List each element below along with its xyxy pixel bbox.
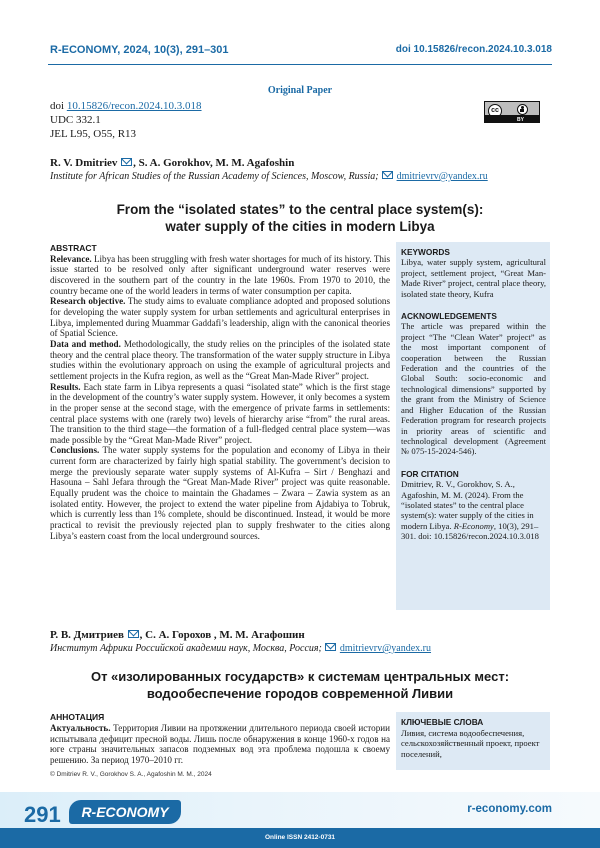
copyright-notice: © Dmitriev R. V., Gorokhov S. A., Agafoshin M. M., 2024: [50, 771, 212, 778]
keywords-heading: KEYWORDS: [401, 247, 546, 257]
relevance-label: Relevance.: [50, 254, 92, 264]
relevance-ru-label: Актуальность.: [50, 723, 111, 733]
conclusions-text: The water supply systems for the population and economy of Libya in their current form are characterized by fairly high spatial stability. The government’s decision to merge the previously separate water supply systems of Al-Kufra – Sirt / Benghazi and Hasouna – Sahl Jefara through the “Great Man-Made River” project was quite reasonable. Equally prudent was the choice to maintain the Ghadames – Zwara – Zawia system as an isolated entity. However, the project to extend the water pipeline from Ajdabiya to Tobruk, which is currently less than 1% complete, should be discontinued. Instead, it would be more practical to revisit the previously rejected plan to supply freshwater to the cities along Libya’s eastern coast from the local underground sources.: [50, 445, 390, 540]
abstract-conclusions: [50, 445, 390, 541]
abstract-ru-heading: АННОТАЦИЯ: [50, 712, 390, 723]
citation-text: [401, 479, 546, 541]
issn-bar: Online ISSN 2412-0731: [0, 828, 600, 848]
paper-type: Original Paper: [0, 85, 600, 96]
header-divider: [48, 64, 552, 65]
co-authors: , S. A. Gorokhov, M. M. Agafoshin: [133, 157, 294, 169]
envelope-icon: [121, 158, 132, 166]
sidebar-box: [396, 242, 550, 610]
abstract-objective: [50, 296, 390, 339]
results-text: Each state farm in Libya represents a quasi “isolated state” which is the first stage in the development of the country’s water supply system. However, it only becomes a system in the proper sense at the second stage, with the emergence of private farms in settlements: central place systems with one (rarely two) levels of hierarchy arise “from” the rural areas. The transition to the third stage—the formation of a full-fledged central place system—was made possible by the “Great Man-Made River” project.: [50, 382, 390, 445]
jel-codes: JEL L95, O55, R13: [50, 127, 202, 141]
keywords-ru-text: Ливия, система водообеспечения, сельскохозяйственный проект, проект поселений,: [401, 728, 546, 760]
affiliation-ru: [50, 643, 431, 654]
institution-text-ru: Институт Африки Российской академии наук, Москва, Россия;: [50, 643, 324, 654]
udc: UDC 332.1: [50, 113, 202, 127]
cc-badge-bottom: [485, 115, 539, 122]
acknowledgements-text: The article was prepared within the project “The “Clean Water” project” as the most important component of cooperation between the Russian Federation and the countries of the Global South: socio-economic and technological dimensions” supported by the grant from the Ministry of Science and Higher Education of the Russian Federation program for research projects in priority areas of scientific and technological development (Agreement № 075-15-2024-546).: [401, 321, 546, 456]
objective-label: Research objective.: [50, 296, 125, 306]
sidebar-gap: [401, 299, 546, 307]
institution-text: Institute for African Studies of the Russian Academy of Sciences, Moscow, Russia;: [50, 171, 381, 182]
keywords-text: Libya, water supply system, agricultural project, settlement project, “Great Man-Made River” project, central place theory, isolated state theory, Kufra: [401, 257, 546, 299]
journal-logo[interactable]: R-ECONOMY: [69, 800, 181, 824]
co-authors-ru: , С. А. Горохов , М. М. Агафошин: [140, 629, 305, 641]
envelope-icon: [325, 643, 336, 651]
page-footer: [0, 784, 600, 848]
affiliation: [50, 171, 488, 182]
sidebar-gap: [401, 457, 546, 465]
authors-line-ru: [50, 629, 305, 641]
method-text: Methodologically, the study relies on the principles of the isolated state theory and the central place theory. The transformation of the water supply structure in Libya studies within the evolutionary approach on using the example of agricultural projects and settlement projects in the Kufra region, as well as the “Great Man-Made River” project.: [50, 339, 390, 381]
relevance-text: Libya has been struggling with fresh water shortages for much of its history. This issue started to be resolved only after significant underground water reserves were discovered in the southern part of the country in the late 1960s. From 1970 to 2010, the country became one of the world leaders in terms of water consumption per capita.: [50, 254, 390, 296]
doi-line: [50, 99, 202, 113]
journal-citation: R-ECONOMY, 2024, 10(3), 291–301: [50, 44, 229, 56]
journal-site-link[interactable]: r-economy.com: [467, 803, 552, 815]
objective-text: The study aims to evaluate compliance adopted and proposed solutions for developing the water supply system for urban settlements and agricultural enterprises in Libya, implemented during Muammar Gaddafi’s leadership, align with the canonical theories of Spatial Science.: [50, 296, 390, 338]
abstract-ru: [50, 712, 390, 766]
relevance-ru-text: Территория Ливии на протяжении длительного периода своей истории испытывала дефицит пресной воды. Лишь после обнаружения в конце 1960-х годов на юге страны значительных запасов подземных вод эта проблема подошла к своему решению. За период 1970–2010 гг.: [50, 723, 390, 765]
title-line-1: From the “isolated states” to the central place system(s):: [50, 201, 550, 218]
running-header: [30, 44, 570, 60]
author-email-link[interactable]: dmitrievrv@yandex.ru: [397, 171, 488, 182]
first-author-ru: Р. В. Дмитриев: [50, 629, 124, 641]
citation-plain: Dmitriev, R. V., Gorokhov, S. A., Agafoshin, M. M. (2024). From the “isolated states” to the central place system(s): water supply of the cities in modern Libya.: [401, 479, 534, 531]
doi-prefix: doi: [50, 100, 67, 112]
title-line-2: water supply of the cities in modern Libya: [50, 218, 550, 235]
cc-logo-icon: cc: [488, 104, 502, 118]
keywords-ru-heading: КЛЮЧЕВЫЕ СЛОВА: [401, 717, 546, 728]
method-label: Data and method.: [50, 339, 121, 349]
citation-heading: FOR CITATION: [401, 469, 546, 479]
authors-line: [50, 157, 294, 169]
citation-tail: , 10(3), 291–301. doi: 10.15826/recon.2024.10.3.018: [401, 521, 539, 541]
abstract-method: [50, 339, 390, 382]
abstract-relevance: [50, 254, 390, 297]
abstract-ru-relevance: [50, 723, 390, 766]
acknowledgements-heading: ACKNOWLEDGEMENTS: [401, 311, 546, 321]
results-label: Results.: [50, 382, 81, 392]
title-ru-line-1: От «изолированных государств» к системам центральных мест:: [50, 668, 550, 685]
first-author: R. V. Dmitriev: [50, 157, 117, 169]
conclusions-label: Conclusions.: [50, 445, 99, 455]
abstract-heading: ABSTRACT: [50, 243, 390, 254]
cc-by-license-badge[interactable]: [484, 101, 540, 123]
citation-journal: R-Economy: [454, 521, 494, 531]
article-meta: [50, 99, 202, 141]
envelope-icon: [128, 630, 139, 638]
sidebar-box-ru: [396, 712, 550, 770]
page-number: 291: [24, 802, 61, 828]
author-email-link-ru[interactable]: dmitrievrv@yandex.ru: [340, 643, 431, 654]
by-label: BY: [517, 117, 524, 123]
doi-link[interactable]: 10.15826/recon.2024.10.3.018: [67, 100, 202, 112]
header-doi: doi 10.15826/recon.2024.10.3.018: [396, 44, 552, 55]
article-title: [50, 201, 550, 235]
title-ru-line-2: водообеспечение городов современной Ливии: [50, 685, 550, 702]
envelope-icon: [382, 171, 393, 179]
article-title-ru: [50, 668, 550, 702]
by-person-icon: [517, 104, 528, 115]
abstract-results: [50, 382, 390, 446]
abstract: [50, 243, 390, 541]
